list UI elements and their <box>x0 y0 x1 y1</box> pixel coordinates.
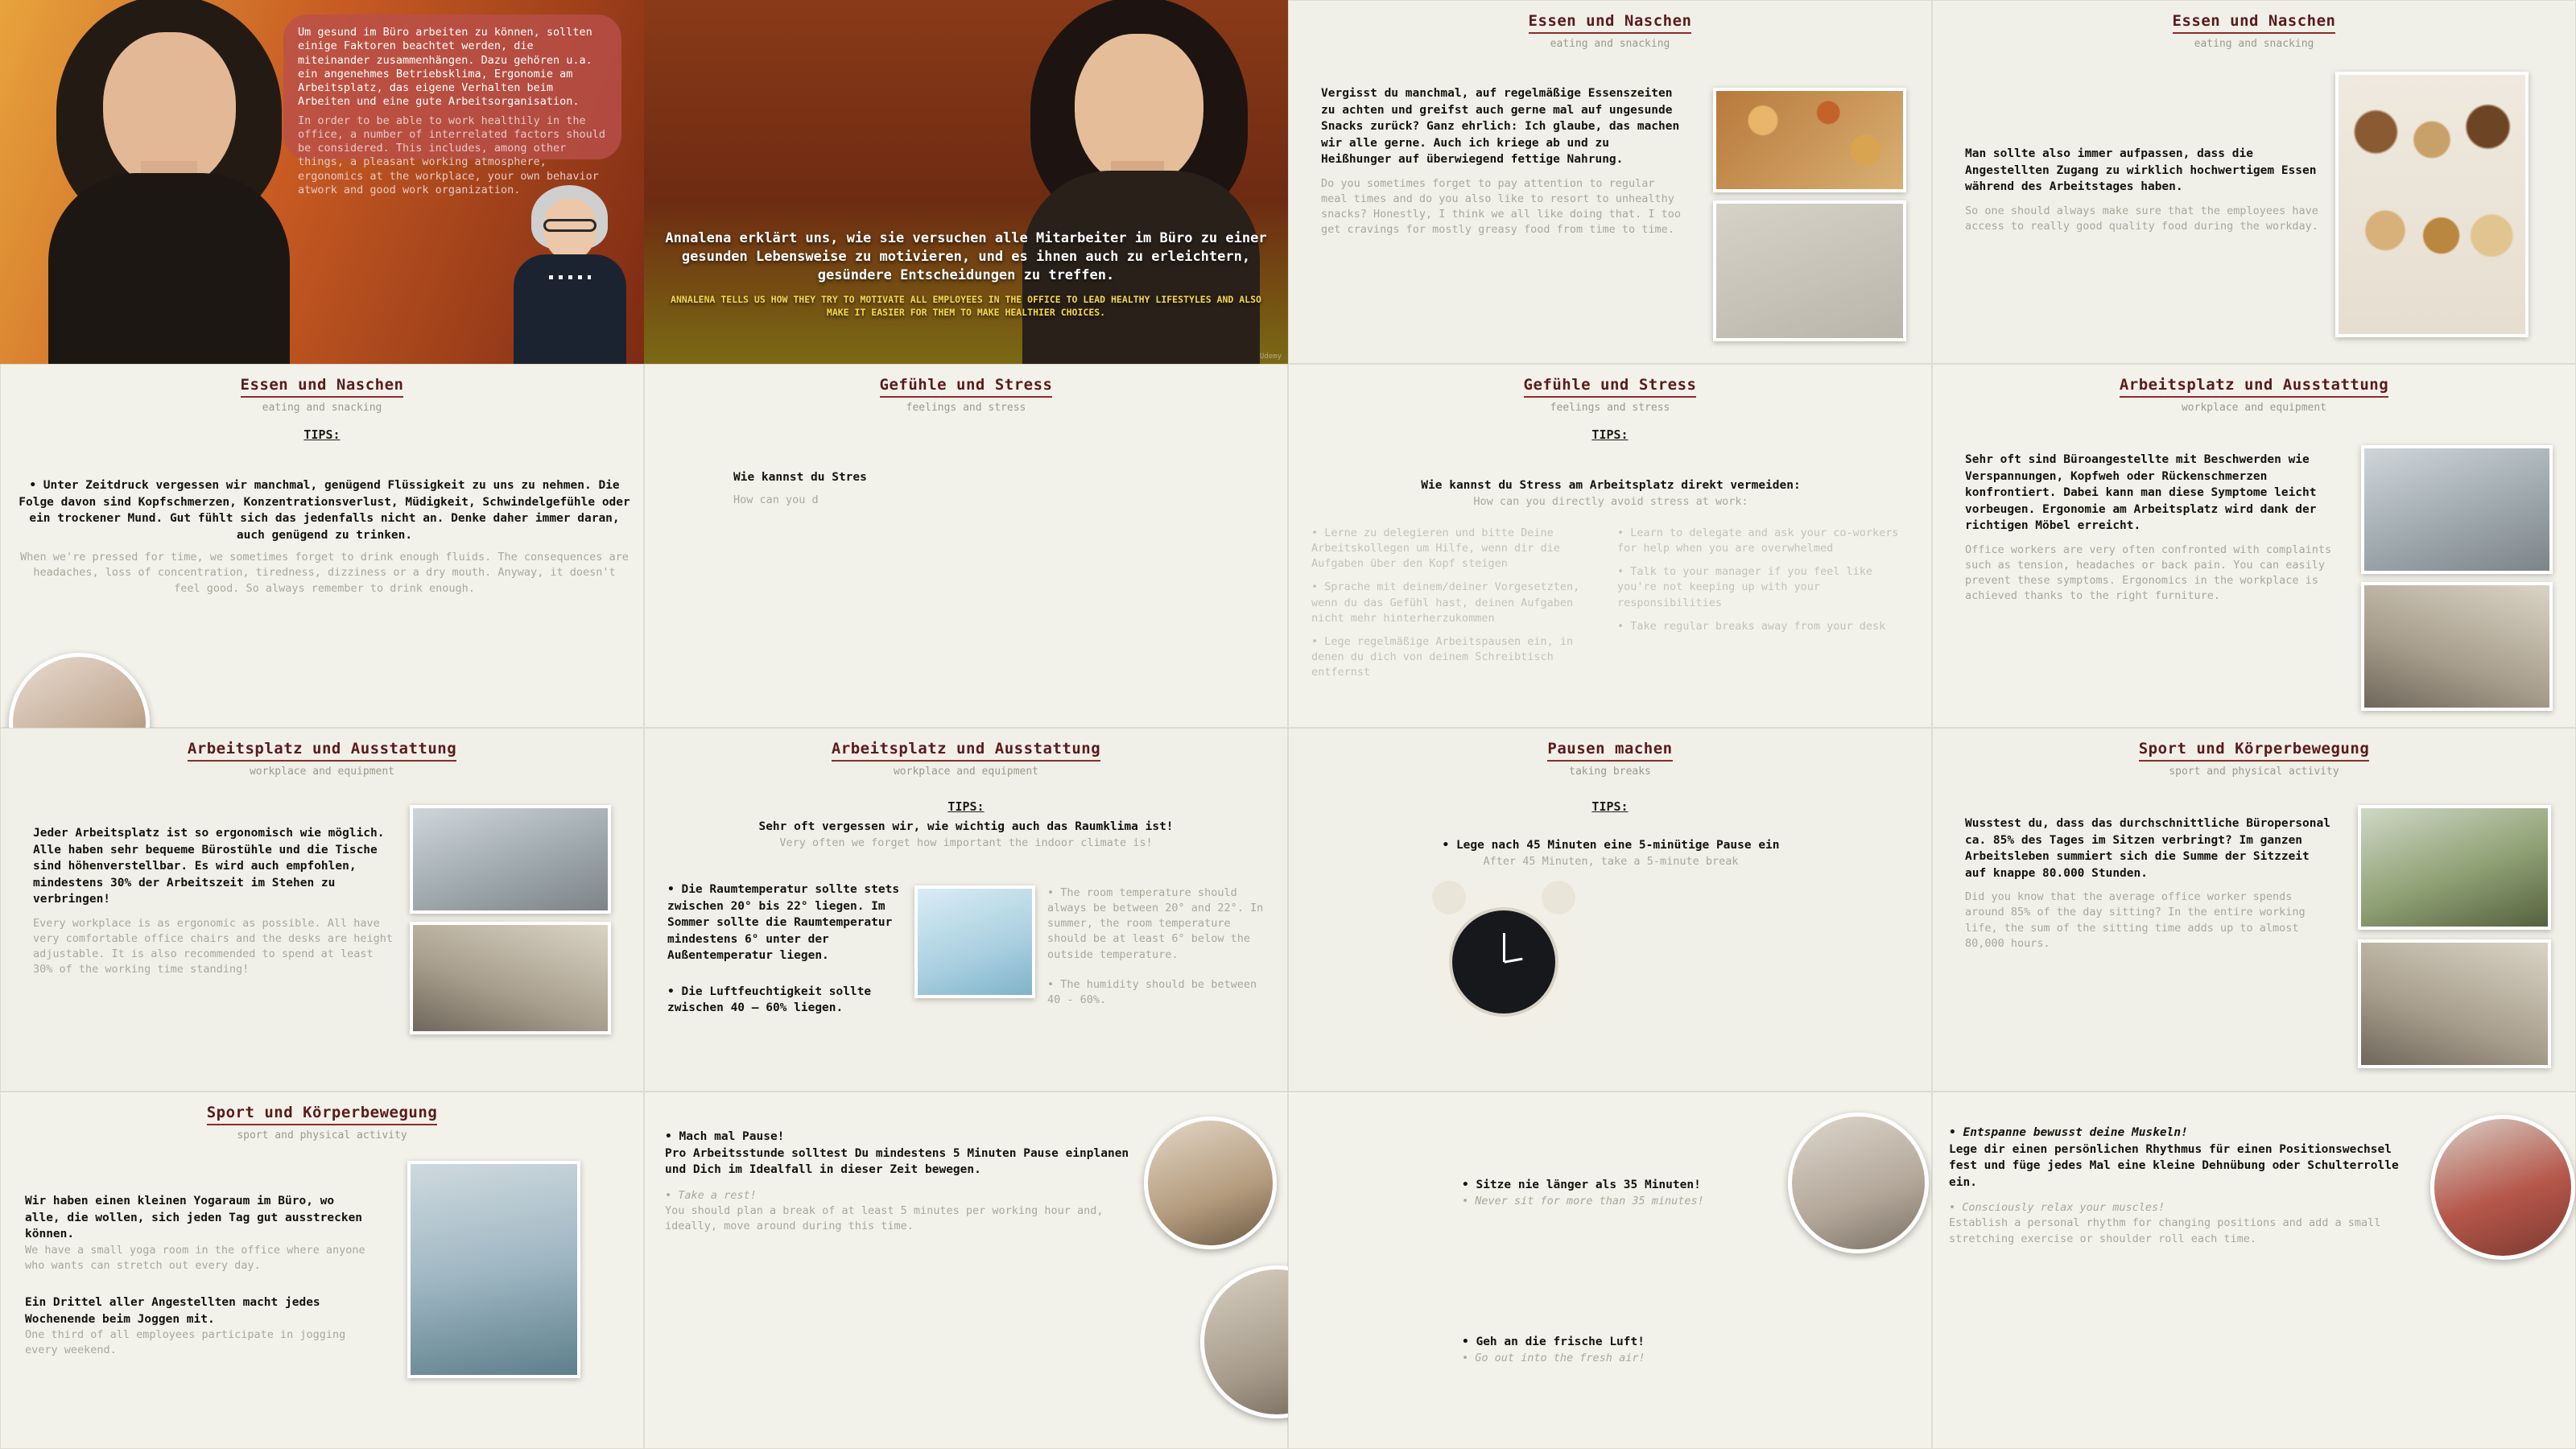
tips-en: Very often we forget how important the indoor climate is! <box>779 836 1153 849</box>
bullet-de: • Unter Zeitdruck vergessen wir manchmal, genügend Flüssigkeit zu uns zu nehmen. Die Folge davon sind Kopfschmerzen, Konzentrationsverlust, Müdigkeit, Schwindelgefühle oder ein trockener Mund. Gut fühlt sich das jedenfalls nicht an. Denke daher immer daran, auch genügend zu trinken. <box>19 479 630 542</box>
slide-header <box>1933 365 2575 414</box>
para2-en: One third of all employees participate in jogging every weekend. <box>25 1328 346 1357</box>
glasses-icon <box>543 219 597 232</box>
bullet-title-de: • Mach mal Pause! <box>665 1130 785 1143</box>
tips-label: TIPS: <box>1591 427 1629 442</box>
slide-title: Arbeitsplatz und Ausstattung <box>188 740 456 762</box>
video-caption <box>660 229 1272 319</box>
tips-de: Sehr oft vergessen wir, wie wichtig auch das Raumklima ist! <box>758 820 1174 833</box>
stress-items-en <box>1617 526 1899 688</box>
slide-header <box>1289 729 1931 778</box>
question-en: How can you directly avoid stress at work: <box>1473 494 1748 508</box>
clock-icon <box>1427 886 1580 1038</box>
climate-bullets-en <box>1047 886 1265 1008</box>
slide-breaks-tips <box>644 1092 1288 1449</box>
tips-label: TIPS: <box>1591 799 1629 814</box>
body-en: Do you sometimes forget to pay attention to regular meal times and do you also like to resort to unhealthy snacks? Honestly, I think we all like doing that. I too get cravings for mostly greasy food from time to time. <box>1321 176 1682 237</box>
bullet-de-2: • Die Luftfeuchtigkeit sollte zwischen 40 – 60% liegen. <box>667 985 872 1015</box>
slide-header <box>645 729 1287 778</box>
climate-bullets-de <box>667 881 901 1017</box>
photo-stretching-at-desk <box>2358 805 2551 930</box>
slide-title: Essen und Naschen <box>2173 12 2336 34</box>
bullet-body-de: Pro Arbeitsstunde solltest Du mindestens 5 Minuten Pause einplanen und Dich im Idealfall in dieser Zeit bewegen. <box>665 1146 1129 1177</box>
photo-sitting-desk <box>410 922 611 1034</box>
tips-label: TIPS: <box>303 427 341 442</box>
question-de: Wie kannst du Stress am Arbeitsplatz direkt vermeiden: <box>1421 479 1801 492</box>
slide-subtitle: workplace and equipment <box>893 766 1038 778</box>
slide-title: Sport und Körperbewegung <box>2139 740 2370 762</box>
stress-item-en-1: • Learn to delegate and ask your co-workers for help when you are overwhelmed <box>1617 526 1899 555</box>
slide-subtitle: sport and physical activity <box>2169 766 2339 778</box>
slide-header <box>1289 365 1931 414</box>
watermark: Udemy <box>1259 353 1282 361</box>
slide-sport-1 <box>1932 728 2576 1092</box>
slide-title: Pausen machen <box>1547 740 1672 762</box>
photo-thermostat <box>914 886 1035 998</box>
bullet-title-en: • Take a rest! <box>665 1188 757 1202</box>
slide-title: Gefühle und Stress <box>1524 376 1697 398</box>
slide-header <box>645 365 1287 414</box>
bullet-de-1: • Die Raumtemperatur sollte stets zwischen 20° bis 22° liegen. Im Sommer sollte die Raumtemperatur mindestens 6° unter der Außentemperatur liegen. <box>667 883 900 963</box>
relax-body-en: Establish a personal rhythm for changing positions and add a small stretching exercise or shoulder roll each time. <box>1949 1216 2381 1245</box>
body-de: Sehr oft sind Büroangestellte mit Beschwerden wie Verspannungen, Kopfweh oder Rückenschmerzen konfrontiert. Dabei kann man diese Symptome leicht vorbeugen. Ergonomie am Arbeitsplatz wird dank der richtigen Möbel erreicht. <box>1965 453 2317 533</box>
slide-header <box>1933 1 2575 50</box>
speech-bubble <box>283 14 621 196</box>
sit-en: • Never sit for more than 35 minutes! <box>1462 1194 1704 1208</box>
fresh-air-block <box>1462 1334 1808 1366</box>
slide-eating-2 <box>1932 0 2576 364</box>
slide-subtitle: eating and snacking <box>2194 38 2314 50</box>
bullet-en-1: • The room temperature should always be between 20° and 22°. In summer, the room temperature should be at least 6° below the outside temperature. <box>1047 886 1264 961</box>
body-de: Wie kannst du Stres <box>733 471 867 484</box>
body-de: Vergisst du manchmal, auf regelmäßige Essenszeiten zu achten und greifst auch gerne mal auf ungesunde Snacks zurück? Ganz ehrlich: Ich glaube, das machen wir alle gerne. Auch ich kriege ab und zu Heißhunger auf überwiegend fettige Nahrung. <box>1321 87 1680 167</box>
bullet-de: • Lege nach 45 Minuten eine 5-minütige Pause ein <box>1442 839 1780 852</box>
slide-subtitle: eating and snacking <box>262 402 382 414</box>
photo-food <box>1713 88 1906 192</box>
slide-body <box>665 1129 1140 1234</box>
slide-sitting-tips <box>1288 1092 1932 1449</box>
slide-body <box>1965 452 2351 605</box>
fresh-air-en: • Go out into the fresh air! <box>1462 1351 1645 1364</box>
body-de: Jeder Arbeitsplatz ist so ergonomisch wie möglich. Alle haben sehr bequeme Bürostühle und die Tische sind höhenverstellbar. Es wird auch empfohlen, mindestens 30% der Arbeitszeit im Stehen zu verbringen! <box>33 827 385 906</box>
stress-item-de-1: • Lerne zu delegieren und bitte Deine Arbeitskollegen um Hilfe, wenn dir die Aufgaben über den Kopf steigen <box>1311 526 1560 571</box>
slide-relax-tips <box>1932 1092 2576 1449</box>
relax-title-de: • Entspanne bewusst deine Muskeln! <box>1949 1126 2188 1139</box>
stress-item-de-3: • Lege regelmäßige Arbeitspausen ein, in denen du dich von deinem Schreibtisch entfernst <box>1311 634 1574 679</box>
stress-question <box>1305 477 1917 510</box>
slide-body <box>1313 837 1909 869</box>
slide-breaks <box>1288 728 1932 1092</box>
video-row <box>0 0 1288 364</box>
slide-body <box>25 1193 371 1359</box>
para2-de: Ein Drittel aller Angestellten macht jedes Wochenende beim Joggen mit. <box>25 1296 320 1326</box>
slide-subtitle: workplace and equipment <box>249 766 394 778</box>
video-frame-1[interactable] <box>0 0 644 364</box>
photo-sitting-desk <box>2361 582 2553 711</box>
slide-subtitle: eating and snacking <box>1550 38 1670 50</box>
slide-stress-1 <box>644 364 1288 728</box>
bullet-body-en: You should plan a break of at least 5 minutes per working hour and, ideally, move around during this time. <box>665 1203 1104 1233</box>
stress-item-de-2: • Sprache mit deinem/deiner Vorgesetzten, wenn du das Gefühl hast, deinen Aufgaben nicht mehr hinterherzukommen <box>1311 580 1580 625</box>
stress-items-de <box>1311 526 1593 688</box>
stress-items <box>1311 526 1907 688</box>
slide-subtitle: feelings and stress <box>906 402 1026 414</box>
fresh-air-de: • Geh an die frische Luft! <box>1462 1335 1645 1348</box>
second-person-cutout <box>499 185 640 362</box>
para1-de: Wir haben einen kleinen Yogaraum im Büro, wo alle, die wollen, sich jeden Tag gut ausstrecken können. <box>25 1195 363 1241</box>
slide-subtitle: feelings and stress <box>1550 402 1670 414</box>
photo-stretching <box>1144 1117 1277 1249</box>
body-en: How can you d <box>733 493 819 506</box>
slide-subtitle: sport and physical activity <box>237 1129 407 1141</box>
body-en: Office workers are very often confronted with complaints such as tension, headaches or back pain. You can easily prevent these symptoms. Ergonomics in the workplace is achieved thanks to the right furniture. <box>1965 543 2332 603</box>
slide-subtitle: taking breaks <box>1569 766 1651 778</box>
slide-body <box>1965 146 2319 234</box>
slide-eating-1 <box>1288 0 1932 364</box>
slide-header <box>1289 1 1931 50</box>
slide-title: Gefühle und Stress <box>880 376 1053 398</box>
para1-en: We have a small yoga room in the office where anyone who wants can stretch out every day. <box>25 1243 365 1272</box>
slide-title: Arbeitsplatz und Ausstattung <box>2120 376 2388 398</box>
slide-eating-tips <box>0 364 644 728</box>
body-en: Every workplace is as ergonomic as possible. All have very comfortable office chairs and the desks are height adjustable. It is also recommended to spend at least 30% of the working time standing! <box>33 916 394 976</box>
photo-shoulder-roll <box>2430 1115 2575 1260</box>
sit-de: • Sitze nie länger als 35 Minuten! <box>1462 1179 1701 1191</box>
slide-header <box>1 365 643 414</box>
slide-header <box>1 729 643 778</box>
tips-label-wrap <box>645 799 1287 851</box>
tips-label-wrap <box>1289 799 1931 814</box>
photo-yoga <box>407 1161 580 1378</box>
tips-label-wrap <box>1 427 643 442</box>
relax-title-en: • Consciously relax your muscles! <box>1949 1201 2165 1215</box>
slide-title: Essen und Naschen <box>241 376 404 398</box>
slide-header <box>1 1092 643 1141</box>
stress-item-en-2: • Talk to your manager if you feel like you're not keeping up with your responsibilities <box>1617 565 1872 609</box>
caption-en: ANNALENA TELLS US HOW THEY TRY TO MOTIVATE ALL EMPLOYEES IN THE OFFICE TO LEAD HEALTHY LIFESTYLES AND ALSO MAKE IT EASIER FOR THEM TO MAKE HEALTHIER CHOICES. <box>671 293 1261 318</box>
slide-title: Essen und Naschen <box>1529 12 1692 34</box>
stress-item-en-3: • Take regular breaks away from your desk <box>1617 619 1886 633</box>
bullet-en: When we're pressed for time, we sometimes forget to drink enough fluids. The consequences are headaches, loss of concentration, tiredness, dizziness or a dry mouth. Anyway, it doesn't feel good. So always remember to drink enough. <box>20 551 629 595</box>
tips-label: TIPS: <box>947 799 985 814</box>
body-de: Wusstest du, dass das durchschnittliche Büropersonal ca. 85% des Tages im Sitzen verbringt? Im ganzen Arbeitsleben summiert sich die Summe der Sitzzeit auf knappe 80.000 Stunden. <box>1965 817 2330 880</box>
slide-body <box>1965 815 2335 952</box>
photo-standing-desk <box>2361 445 2553 574</box>
slide-header <box>1933 729 2575 778</box>
photo-tired-worker <box>1788 1113 1929 1253</box>
slide-stress-2 <box>1288 364 1932 728</box>
tips-label-wrap <box>1289 427 1931 442</box>
caption-de: Annalena erklärt uns, wie sie versuchen alle Mitarbeiter im Büro zu einer gesunden Lebensweise zu motivieren, und es ihnen auch zu erleichtern, gesündere Entscheidungen zu treffen. <box>665 230 1267 283</box>
body-en: Did you know that the average office worker spends around 85% of the day sitting? In the entire working life, the sum of the sitting time adds up to almost 80,000 hours. <box>1965 890 2306 950</box>
photo-standing-desk <box>410 805 611 914</box>
photo-desk-lunch <box>1713 200 1906 341</box>
slide-body <box>19 477 630 597</box>
slide-subtitle: workplace and equipment <box>2181 402 2326 414</box>
speaker-body <box>48 173 290 364</box>
slide-workplace-3 <box>644 728 1288 1092</box>
speech-de: Um gesund im Büro arbeiten zu können, sollten einige Faktoren beachtet werden, die miteinander zusammenhängen. Dazu gehören u.a. ein angenehmes Betriebsklima, Ergonomie am Arbeitsplatz, das eigene Verhalten beim Arbeiten und eine gute Arbeitsorganisation. <box>298 26 592 109</box>
speech-en: In order to be able to work healthily in the office, a number of interrelated factors should be considered. This includes, among other things, a pleasant working atmosphere, ergonomics at the workplace, your own behavior atwork and good work organization. <box>298 114 606 196</box>
slide-body <box>33 825 395 978</box>
slide-body <box>1321 85 1683 238</box>
body-de: Man sollte also immer aufpassen, dass die Angestellten Zugang zu wirklich hochwertigem Essen während des Arbeitstages haben. <box>1965 147 2317 194</box>
bullet-en-2: • The humidity should be between 40 - 60%. <box>1047 977 1257 1006</box>
sit-block <box>1462 1177 1808 1209</box>
slide-title: Arbeitsplatz und Ausstattung <box>832 740 1100 762</box>
slide-title: Sport und Körperbewegung <box>207 1104 438 1125</box>
photo-nuts <box>2335 72 2529 337</box>
body-en: So one should always make sure that the employees have access to really good quality food during the workday. <box>1965 204 2318 233</box>
slide-sport-2 <box>0 1092 644 1449</box>
relax-body-de: Lege dir einen persönlichen Rhythmus für einen Positionswechsel fest und füge jedes Mal eine kleine Dehnübung oder Schulterrolle ein. <box>1949 1142 2399 1189</box>
slide-workplace-1 <box>1932 364 2576 728</box>
photo-office-worker <box>2358 939 2551 1068</box>
slide-workplace-2 <box>0 728 644 1092</box>
slide-body <box>733 469 1152 508</box>
bullet-en: After 45 Minuten, take a 5-minute break <box>1483 854 1739 868</box>
slide-body <box>1949 1125 2416 1247</box>
